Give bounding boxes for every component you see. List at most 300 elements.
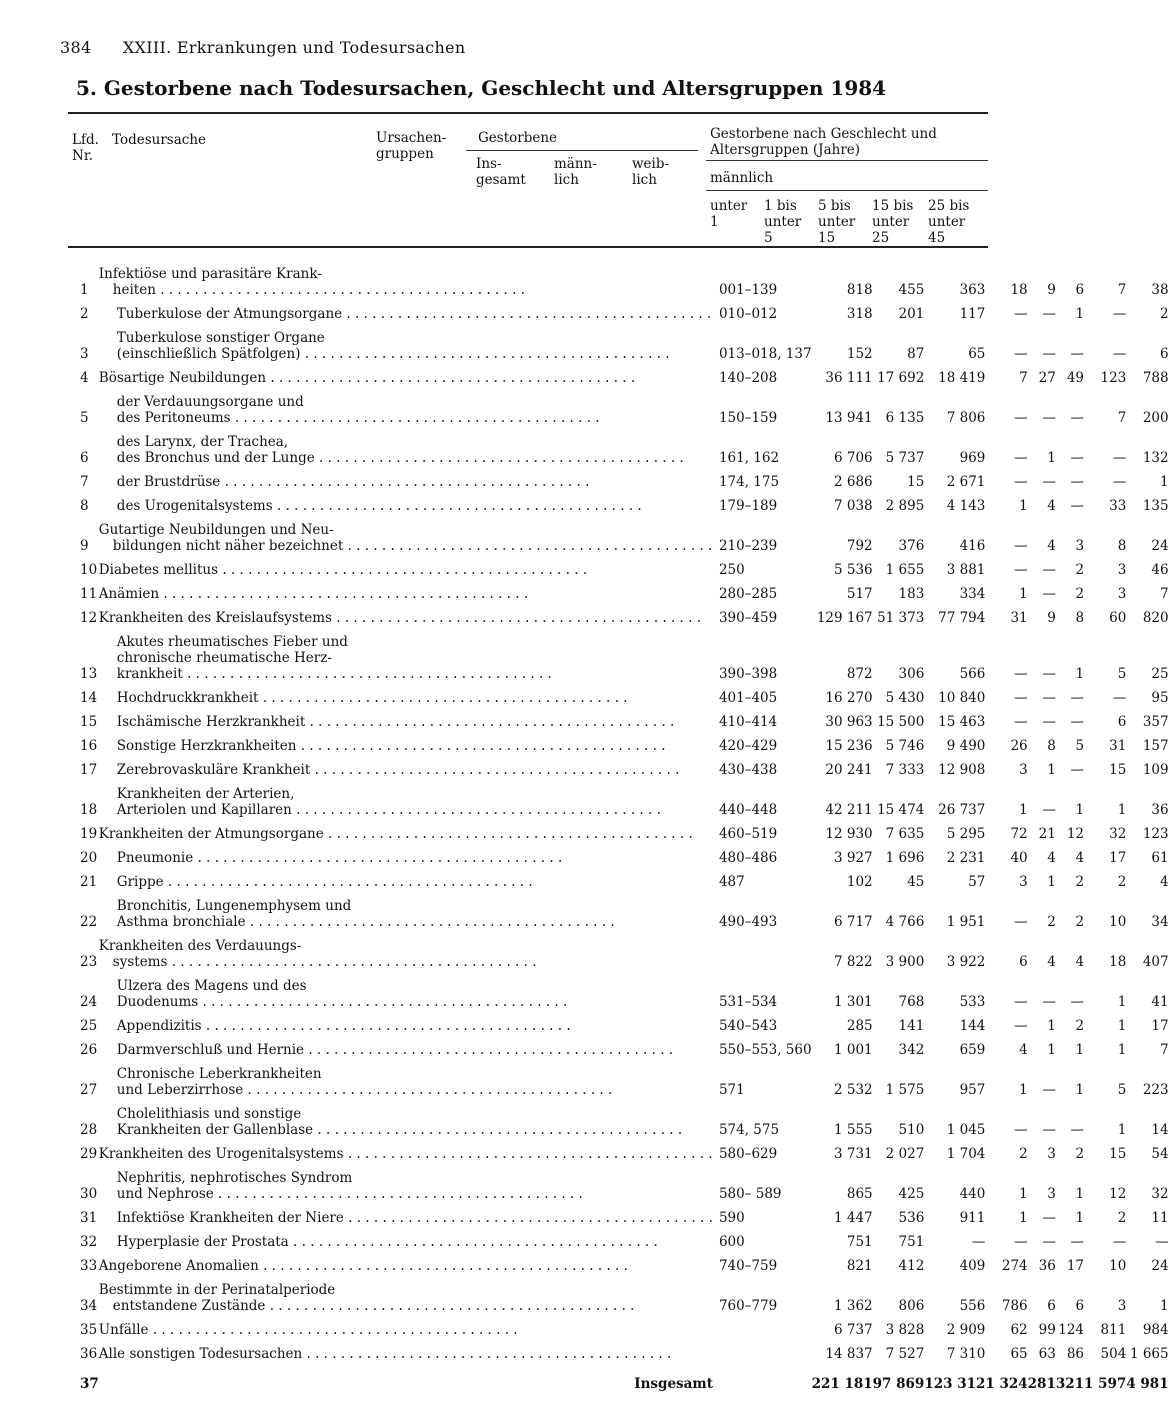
cause-line (99, 1042, 713, 1058)
cause-text: Diabetes mellitus . . . (99, 562, 587, 578)
value-age-5-15: — (1070, 994, 1085, 1010)
value-age-25-45: 357 (1142, 714, 1169, 730)
value-age-unter-1: — (1014, 450, 1028, 466)
value-weiblich: 77 794 (938, 610, 986, 626)
cause-cell (99, 818, 713, 842)
value-age-25-45: 1 (1160, 1298, 1169, 1314)
value-insgesamt: 6 706 (833, 450, 873, 466)
value-age-unter-1: 1 (1019, 1186, 1028, 1202)
cause-text: heiten . . . (113, 282, 525, 298)
value-insgesamt: 6 737 (833, 1322, 873, 1338)
value-age-5-15: — (1070, 690, 1085, 706)
value-age-25-45: 135 (1142, 498, 1169, 514)
cause-group (713, 930, 812, 970)
col-header-ursachengruppen: Ursachen- gruppen (376, 130, 447, 162)
value-age-5-15: 6 (1075, 282, 1085, 298)
row-number: 31 (80, 1210, 98, 1226)
cause-group: 013–018, 137 (718, 346, 812, 362)
row-number: 23 (80, 954, 98, 970)
value-age-1-5: 4 (1047, 498, 1056, 514)
row-number: 34 (80, 1298, 98, 1314)
value-maennlich: 17 692 (877, 370, 925, 386)
value-age-15-25: 2 (1117, 874, 1127, 890)
value-weiblich: 10 840 (938, 690, 986, 706)
value-maennlich: 7 527 (885, 1346, 925, 1362)
cause-line (99, 1346, 713, 1362)
value-age-5-15: 2 (1075, 1018, 1085, 1034)
cause-group (713, 1338, 812, 1362)
cause-text: des Bronchus und der Lunge . . . (117, 450, 684, 466)
cause-text: Infektiöse Krankheiten der Niere . . . (117, 1210, 713, 1226)
row-number: 5 (80, 410, 89, 426)
cause-cell (99, 1202, 713, 1226)
cause-text: der Verdauungsorgane und (116, 394, 304, 410)
value-weiblich: 969 (959, 450, 986, 466)
page-number: 384 (60, 38, 92, 57)
row-number: 12 (80, 610, 98, 626)
value-age-15-25: 7 (1117, 410, 1127, 426)
value-weiblich: 3 881 (946, 562, 986, 578)
cause-cell (99, 970, 713, 1010)
value-insgesamt: 285 (846, 1018, 873, 1034)
value-maennlich: 141 (898, 1018, 925, 1034)
table-row (68, 578, 1169, 602)
value-age-25-45: 41 (1151, 994, 1169, 1010)
cause-line (99, 738, 713, 754)
row-number: 25 (80, 1018, 98, 1034)
value-age-25-45: 984 (1142, 1322, 1169, 1338)
table-row (68, 1338, 1169, 1362)
cause-cell (99, 1274, 713, 1314)
value-weiblich: 556 (959, 1298, 986, 1314)
cause-text: Nephritis, nephrotisches Syndrom (116, 1170, 353, 1186)
cause-text: krankheit . . . (117, 666, 552, 682)
value-age-25-45: 407 (1142, 954, 1169, 970)
value-age-5-15: 2 (1075, 874, 1085, 890)
value-insgesamt: 16 270 (825, 690, 873, 706)
value-weiblich: 4 143 (946, 498, 986, 514)
value-age-unter-1: 274 (1001, 1258, 1028, 1274)
cause-line (99, 450, 713, 466)
cause-cell (99, 890, 713, 930)
cause-cell (99, 1058, 713, 1098)
value-age-1-5: 27 (1038, 370, 1056, 386)
cause-text: Chronische Leberkrankheiten (116, 1066, 322, 1082)
row-number: 3 (80, 346, 89, 362)
value-age-1-5: — (1042, 562, 1056, 578)
value-age-5-15: 86 (1066, 1346, 1085, 1362)
value-age-5-15: 5 (1075, 738, 1085, 754)
cause-text: der Brustdrüse . . . (117, 474, 590, 490)
value-weiblich: 9 490 (946, 738, 986, 754)
value-maennlich: 306 (898, 666, 925, 682)
value-insgesamt: 14 837 (825, 1346, 873, 1362)
value-age-25-45: 2 (1160, 306, 1169, 322)
value-age-15-25: 33 (1109, 498, 1127, 514)
cause-cell (99, 322, 713, 362)
value-age-15-25: 10 (1109, 914, 1127, 930)
value-maennlich: 2 027 (885, 1146, 925, 1162)
value-insgesamt: 7 822 (833, 954, 873, 970)
value-age-1-5: — (1042, 474, 1056, 490)
table-title: 5. Gestorbene nach Todesursachen, Geschlecht und Altersgruppen 1984 (76, 76, 887, 100)
value-maennlich: 412 (898, 1258, 925, 1274)
value-age-15-25: — (1112, 690, 1127, 706)
value-age-25-45: 223 (1142, 1082, 1169, 1098)
cause-group: 179–189 (718, 498, 778, 514)
cause-text: entstandene Zustände . . . (113, 1298, 635, 1314)
value-weiblich: 65 (968, 346, 986, 362)
row-number: 32 (80, 1234, 98, 1250)
value-age-25-45: 36 (1151, 802, 1169, 818)
value-insgesamt: 1 555 (833, 1122, 873, 1138)
cause-text: Arteriolen und Kapillaren . . . (117, 802, 661, 818)
value-age-unter-1: 1 (1019, 802, 1028, 818)
cause-cell (99, 602, 713, 626)
cause-cell (99, 258, 713, 298)
value-age-5-15: 1 (1075, 306, 1085, 322)
value-age-1-5: — (1042, 410, 1056, 426)
cause-cell (99, 578, 713, 602)
value-age-5-15: 4 (1075, 954, 1085, 970)
value-age-1-5: — (1042, 1234, 1056, 1250)
cause-cell (99, 1162, 713, 1202)
row-number: 1 (80, 282, 89, 298)
cause-group: 574, 575 (718, 1122, 780, 1138)
value-age-1-5: 4 (1047, 850, 1056, 866)
cause-group (713, 1314, 812, 1338)
col-header-insgesamt: Ins- gesamt (476, 156, 526, 188)
value-age-15-25: 15 (1109, 1146, 1127, 1162)
cause-group: 590 (718, 1210, 745, 1226)
value-age-5-15: — (1070, 714, 1085, 730)
cause-text: des Urogenitalsystems . . . (117, 498, 642, 514)
value-age-unter-1: — (1014, 346, 1028, 362)
row-number: 20 (80, 850, 98, 866)
value-maennlich: 1 575 (885, 1082, 925, 1098)
cause-line (99, 802, 713, 818)
value-age-15-25: 1 (1117, 1122, 1127, 1138)
value-age-25-45: 34 (1151, 914, 1169, 930)
value-insgesamt: 821 (846, 1258, 873, 1274)
cause-text: Ischämische Herzkrankheit . . . (117, 714, 675, 730)
value-age-5-15: 1 (1075, 802, 1085, 818)
cause-text: Tuberkulose sonstiger Organe (116, 330, 325, 346)
value-age-1-5: 1 (1047, 874, 1056, 890)
value-maennlich: 45 (907, 874, 925, 890)
value-insgesamt: 129 167 (816, 610, 873, 626)
cause-line (99, 690, 713, 706)
value-weiblich: 2 231 (946, 850, 986, 866)
value-maennlich: 768 (898, 994, 925, 1010)
value-age-15-25: 18 (1109, 954, 1127, 970)
cause-group: 410–414 (718, 714, 778, 730)
value-age-15-25: — (1112, 306, 1127, 322)
value-weiblich: 533 (959, 994, 986, 1010)
cause-group: 740–759 (718, 1258, 778, 1274)
cause-text: Bronchitis, Lungenemphysem und (116, 898, 352, 914)
cause-line (99, 786, 713, 802)
data-table (68, 258, 1169, 1392)
cause-group: 480–486 (718, 850, 778, 866)
cause-cell (99, 730, 713, 754)
value-age-15-25: 12 (1109, 1186, 1127, 1202)
value-age-5-15: 1 (1075, 1042, 1085, 1058)
value-weiblich: 566 (959, 666, 986, 682)
value-age-unter-1: 40 (1010, 850, 1028, 866)
value-maennlich: 15 (907, 474, 925, 490)
value-age-unter-1: 1 (1019, 586, 1028, 602)
value-age-1-5: — (1042, 1210, 1056, 1226)
table-row (68, 682, 1169, 706)
value-age-5-15: 4 (1075, 850, 1085, 866)
value-insgesamt: 2 532 (833, 1082, 873, 1098)
col-header-gestorbene: Gestorbene (478, 130, 558, 146)
value-weiblich: 18 419 (938, 370, 986, 386)
value-age-25-45: 4 (1160, 874, 1169, 890)
value-age-15-25: 60 (1109, 610, 1127, 626)
value-age-unter-1: — (1014, 538, 1028, 554)
cause-group: 580–629 (718, 1146, 778, 1162)
cause-group: 490–493 (718, 914, 778, 930)
value-age-15-25: 1 (1117, 802, 1127, 818)
cause-text: Alle sonstigen Todesursachen . . . (99, 1346, 671, 1362)
cause-cell (99, 554, 713, 578)
value-age-unter-1: — (1014, 714, 1028, 730)
cause-group: 550–553, 560 (718, 1042, 812, 1058)
cause-cell (99, 754, 713, 778)
value-age-25-45: 17 (1151, 1018, 1169, 1034)
col-header-maennlich-group: männlich (710, 170, 774, 186)
value-maennlich: 806 (898, 1298, 925, 1314)
value-insgesamt: 751 (846, 1234, 873, 1250)
cause-text: des Larynx, der Trachea, (116, 434, 289, 450)
cause-line (99, 1282, 713, 1298)
total-age-1-5: 281 (1027, 1376, 1056, 1392)
col-header-todesursache: Todesursache (112, 132, 207, 148)
total-age-15-25: 1 597 (1084, 1376, 1127, 1392)
value-age-15-25: 7 (1117, 282, 1127, 298)
table-row (68, 842, 1169, 866)
value-age-1-5: 6 (1047, 1298, 1056, 1314)
row-number: 7 (80, 474, 89, 490)
cause-line (99, 914, 713, 930)
cause-cell (99, 1226, 713, 1250)
cause-text: Grippe . . . (117, 874, 533, 890)
value-weiblich: 334 (959, 586, 986, 602)
cause-cell (99, 706, 713, 730)
cause-line (99, 634, 713, 650)
cause-line (99, 1210, 713, 1226)
value-age-1-5: 3 (1047, 1186, 1056, 1202)
value-age-unter-1: 72 (1010, 826, 1028, 842)
maennlich-rule (706, 190, 988, 191)
cause-text: Unfälle . . . (99, 1322, 518, 1338)
value-age-15-25: 31 (1109, 738, 1127, 754)
cause-line (99, 1322, 713, 1338)
value-age-15-25: 811 (1100, 1322, 1127, 1338)
cause-group: 210–239 (718, 538, 778, 554)
value-age-15-25: 3 (1117, 1298, 1127, 1314)
value-age-5-15: — (1070, 762, 1085, 778)
row-number: 22 (80, 914, 98, 930)
cause-text: Akutes rheumatisches Fieber und (116, 634, 348, 650)
value-age-unter-1: — (1014, 410, 1028, 426)
cause-group: 600 (718, 1234, 745, 1250)
value-weiblich: 7 806 (946, 410, 986, 426)
cause-text: Darmverschluß und Hernie . . . (117, 1042, 673, 1058)
value-maennlich: 15 500 (877, 714, 925, 730)
row-number: 19 (80, 826, 98, 842)
value-insgesamt: 1 447 (833, 1210, 873, 1226)
value-age-unter-1: — (1014, 1018, 1028, 1034)
value-weiblich: 12 908 (938, 762, 986, 778)
cause-group: 280–285 (718, 586, 778, 602)
cause-group: 390–459 (718, 610, 778, 626)
table-row (68, 602, 1169, 626)
cause-cell (99, 1138, 713, 1162)
cause-cell (99, 930, 713, 970)
cause-cell (99, 426, 713, 466)
row-number: 35 (80, 1322, 98, 1338)
value-age-1-5: 1 (1047, 450, 1056, 466)
data-table-body (68, 258, 1169, 1392)
cause-line (99, 874, 713, 890)
value-maennlich: 342 (898, 1042, 925, 1058)
cause-group: 401–405 (718, 690, 778, 706)
cause-line (99, 562, 713, 578)
cause-text: Krankheiten der Atmungsorgane . . . (99, 826, 693, 842)
row-number: 13 (80, 666, 98, 682)
value-weiblich: 2 909 (946, 1322, 986, 1338)
value-age-25-45: 24 (1151, 1258, 1169, 1274)
table-row (68, 1058, 1169, 1098)
value-age-25-45: 157 (1142, 738, 1169, 754)
value-age-1-5: — (1042, 666, 1056, 682)
cause-group: 161, 162 (718, 450, 780, 466)
geschlecht-rule (706, 160, 988, 161)
cause-text: (einschließlich Spätfolgen) . . . (117, 346, 670, 362)
cause-text: Krankheiten der Arterien, (116, 786, 295, 802)
cause-line (99, 666, 713, 682)
value-insgesamt: 15 236 (825, 738, 873, 754)
row-number: 16 (80, 738, 98, 754)
value-age-5-15: 2 (1075, 914, 1085, 930)
value-maennlich: 376 (898, 538, 925, 554)
cause-text: Krankheiten der Gallenblase . . . (117, 1122, 682, 1138)
cause-group: 174, 175 (718, 474, 780, 490)
row-number: 17 (80, 762, 98, 778)
value-maennlich: 87 (907, 346, 925, 362)
total-weiblich: 123 312 (924, 1376, 986, 1392)
cause-group: 430–438 (718, 762, 778, 778)
value-age-unter-1: 4 (1019, 1042, 1028, 1058)
cause-text: Pneumonie . . . (117, 850, 562, 866)
value-weiblich: 15 463 (938, 714, 986, 730)
cause-text: Krankheiten des Urogenitalsystems . . . (99, 1146, 713, 1162)
col-header-lfd-nr: Lfd. Nr. (72, 132, 99, 164)
value-age-unter-1: 1 (1019, 1082, 1028, 1098)
value-maennlich: 5 430 (885, 690, 925, 706)
value-weiblich: 3 922 (946, 954, 986, 970)
value-age-5-15: — (1070, 474, 1085, 490)
value-age-unter-1: 18 (1010, 282, 1028, 298)
value-weiblich: 911 (959, 1210, 986, 1226)
cause-text: Sonstige Herzkrankheiten . . . (117, 738, 666, 754)
value-weiblich: 1 045 (946, 1122, 986, 1138)
table-row (68, 890, 1169, 930)
row-number: 30 (80, 1186, 98, 1202)
value-age-1-5: 1 (1047, 762, 1056, 778)
value-age-5-15: 6 (1075, 1298, 1085, 1314)
value-age-25-45: 7 (1160, 1042, 1169, 1058)
value-age-25-45: 1 665 (1129, 1346, 1169, 1362)
total-row (68, 1362, 1169, 1392)
value-age-5-15: 2 (1075, 562, 1085, 578)
value-maennlich: 425 (898, 1186, 925, 1202)
row-number: 21 (80, 874, 98, 890)
cause-cell (99, 1034, 713, 1058)
value-age-unter-1: — (1014, 1122, 1028, 1138)
total-insgesamt: 221 181 (811, 1376, 873, 1392)
value-age-25-45: 25 (1151, 666, 1169, 682)
value-age-unter-1: 1 (1019, 1210, 1028, 1226)
value-age-15-25: 15 (1109, 762, 1127, 778)
value-age-5-15: 1 (1075, 1186, 1085, 1202)
value-age-unter-1: 2 (1019, 1146, 1028, 1162)
value-maennlich: 2 895 (885, 498, 925, 514)
cause-text: Bösartige Neubildungen . . . (99, 370, 635, 386)
value-age-5-15: 12 (1066, 826, 1085, 842)
cause-group: 250 (718, 562, 745, 578)
row-number: 29 (80, 1146, 98, 1162)
cause-cell (99, 1250, 713, 1274)
value-age-unter-1: 65 (1010, 1346, 1028, 1362)
value-age-1-5: — (1042, 994, 1056, 1010)
table-row (68, 362, 1169, 386)
cause-line (99, 1082, 713, 1098)
cause-line (99, 266, 713, 282)
value-age-5-15: 2 (1075, 1146, 1085, 1162)
value-weiblich: 409 (959, 1258, 986, 1274)
value-weiblich: 1 951 (946, 914, 986, 930)
value-age-1-5: — (1042, 306, 1056, 322)
value-insgesamt: 2 686 (833, 474, 873, 490)
value-insgesamt: 3 927 (833, 850, 873, 866)
value-age-5-15: 1 (1075, 666, 1085, 682)
value-insgesamt: 7 038 (833, 498, 873, 514)
cause-line (99, 1298, 713, 1314)
cause-line (99, 410, 713, 426)
value-insgesamt: 318 (846, 306, 873, 322)
table-row (68, 1314, 1169, 1338)
value-insgesamt: 13 941 (825, 410, 873, 426)
table-row (68, 730, 1169, 754)
value-age-1-5: — (1042, 690, 1056, 706)
value-age-25-45: 7 (1160, 586, 1169, 602)
value-age-5-15: 2 (1075, 586, 1085, 602)
cause-text: und Leberzirrhose . . . (117, 1082, 613, 1098)
table-row (68, 778, 1169, 818)
value-weiblich: 57 (968, 874, 986, 890)
cause-line (99, 1234, 713, 1250)
cause-text: Hyperplasie der Prostata . . . (117, 1234, 658, 1250)
col-header-age-0: unter 1 (710, 198, 748, 230)
row-number: 36 (80, 1346, 98, 1362)
value-age-5-15: — (1070, 1122, 1085, 1138)
cause-line (99, 370, 713, 386)
cause-cell (99, 490, 713, 514)
